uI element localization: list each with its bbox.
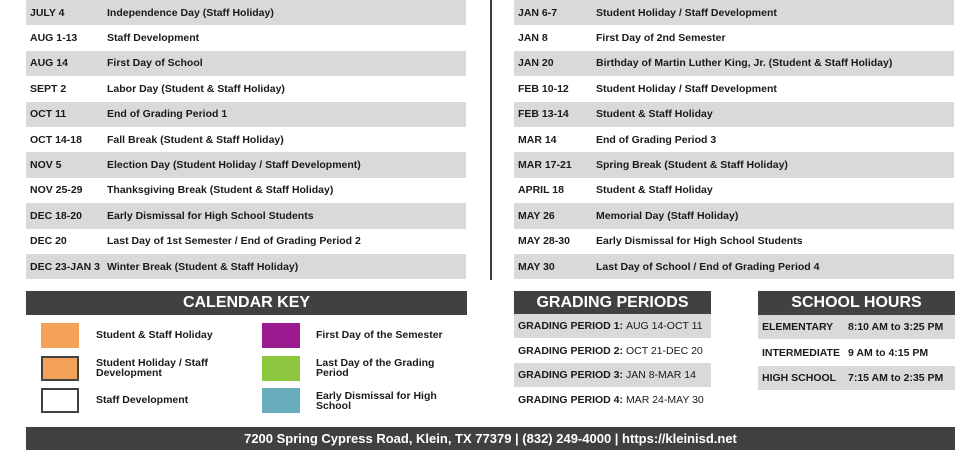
grading-periods-title: GRADING PERIODS — [514, 291, 711, 315]
key-swatch-staff-development — [41, 388, 79, 413]
event-row — [26, 254, 466, 279]
event-row — [26, 203, 466, 228]
event-desc: Spring Break (Student & Staff Holiday) — [596, 159, 788, 172]
grading-period-row: GRADING PERIOD 3: JAN 8-MAR 14 — [514, 363, 711, 387]
key-label: Staff Development — [96, 394, 189, 406]
event-row — [26, 229, 466, 254]
event-date: MAR 17-21 — [518, 159, 572, 172]
calendar-key-title: CALENDAR KEY — [26, 291, 467, 315]
right-events-list — [514, 0, 954, 279]
event-desc: End of Grading Period 1 — [107, 108, 228, 121]
event-date: NOV 5 — [30, 159, 62, 172]
event-date: APRIL 18 — [518, 184, 564, 197]
event-date: SEPT 2 — [30, 82, 67, 95]
grading-period-row: GRADING PERIOD 1: AUG 14-OCT 11 — [514, 314, 711, 338]
event-desc: Winter Break (Student & Staff Holiday) — [107, 260, 299, 273]
key-label: First Day of the Semester — [316, 329, 443, 341]
event-row — [26, 127, 466, 152]
event-desc: Last Day of School / End of Grading Period 4 — [596, 260, 820, 273]
event-row — [26, 152, 466, 177]
footer-contact-bar: 7200 Spring Cypress Road, Klein, TX 77379 | (832) 249-4000 | https://kleinisd.net — [26, 427, 955, 450]
event-desc: Thanksgiving Break (Student & Staff Holiday) — [107, 184, 334, 197]
event-desc: Student Holiday / Staff Development — [596, 6, 777, 19]
school-time: 7:15 AM to 2:35 PM — [848, 372, 944, 384]
event-row — [514, 152, 954, 177]
event-row — [514, 127, 954, 152]
event-desc: End of Grading Period 3 — [596, 133, 717, 146]
grading-period-row: GRADING PERIOD 4: MAR 24-MAY 30 — [518, 394, 704, 406]
school-hours-row — [758, 315, 955, 339]
school-time: 8:10 AM to 3:25 PM — [848, 321, 944, 333]
event-date: OCT 11 — [30, 108, 67, 121]
key-swatch-student-staff-holiday — [41, 323, 79, 348]
event-desc: First Day of 2nd Semester — [596, 32, 726, 45]
event-row — [26, 76, 466, 101]
event-desc: Early Dismissal for High School Students — [107, 209, 314, 222]
event-date: FEB 13-14 — [518, 108, 569, 121]
event-row — [514, 0, 954, 25]
event-desc: Early Dismissal for High School Students — [596, 235, 803, 248]
event-row — [26, 102, 466, 127]
event-row — [26, 178, 466, 203]
key-label: Student Holiday / Staff Development — [96, 357, 209, 379]
event-row — [514, 102, 954, 127]
event-date: DEC 20 — [30, 235, 67, 248]
event-row — [514, 203, 954, 228]
event-row — [514, 25, 954, 50]
event-date: JULY 4 — [30, 6, 65, 19]
event-row — [514, 51, 954, 76]
event-date: FEB 10-12 — [518, 82, 569, 95]
key-swatch-early-dismissal — [262, 388, 300, 413]
left-events-list — [26, 0, 466, 279]
key-swatch-last-day-grading — [262, 356, 300, 381]
school-time: 9 AM to 4:15 PM — [848, 347, 929, 359]
event-desc: First Day of School — [107, 57, 203, 70]
event-date: OCT 14-18 — [30, 133, 82, 146]
event-desc: Fall Break (Student & Staff Holiday) — [107, 133, 284, 146]
event-date: AUG 14 — [30, 57, 68, 70]
event-date: MAY 26 — [518, 209, 555, 222]
key-label: Student & Staff Holiday — [96, 329, 213, 341]
event-row — [514, 229, 954, 254]
school-hours-title: SCHOOL HOURS — [758, 291, 955, 315]
event-date: JAN 6-7 — [518, 6, 558, 19]
school-level: ELEMENTARY — [762, 321, 834, 333]
column-divider — [490, 0, 492, 280]
event-desc: Student & Staff Holiday — [596, 184, 713, 197]
event-desc: Student Holiday / Staff Development — [596, 82, 777, 95]
event-row — [514, 254, 954, 279]
key-label: Last Day of the Grading Period — [316, 357, 435, 379]
event-row — [514, 76, 954, 101]
event-desc: Election Day (Student Holiday / Staff Development) — [107, 159, 361, 172]
event-desc: Independence Day (Staff Holiday) — [107, 6, 274, 19]
event-desc: Memorial Day (Staff Holiday) — [596, 209, 739, 222]
event-date: MAR 14 — [518, 133, 557, 146]
event-desc: Birthday of Martin Luther King, Jr. (Student & Staff Holiday) — [596, 57, 893, 70]
school-hours-row — [758, 366, 955, 390]
event-desc: Staff Development — [107, 32, 200, 45]
event-date: AUG 1-13 — [30, 32, 78, 45]
event-desc: Last Day of 1st Semester / End of Grading Period 2 — [107, 235, 361, 248]
event-date: MAY 28-30 — [518, 235, 570, 248]
grading-period-row: GRADING PERIOD 2: OCT 21-DEC 20 — [518, 345, 703, 357]
key-swatch-student-holiday-staff-dev — [41, 356, 79, 381]
key-swatch-first-day-semester — [262, 323, 300, 348]
event-row — [514, 178, 954, 203]
key-label: Early Dismissal for High School — [316, 390, 437, 412]
event-row — [26, 25, 466, 50]
event-desc: Student & Staff Holiday — [596, 108, 713, 121]
school-level: INTERMEDIATE — [762, 347, 840, 359]
school-level: HIGH SCHOOL — [762, 372, 837, 384]
event-date: JAN 20 — [518, 57, 554, 70]
event-date: MAY 30 — [518, 260, 555, 273]
event-desc: Labor Day (Student & Staff Holiday) — [107, 82, 285, 95]
school-hours-row — [758, 341, 955, 365]
event-date: DEC 23-JAN 3 — [30, 260, 101, 273]
event-row — [26, 0, 466, 25]
event-row — [26, 51, 466, 76]
event-date: JAN 8 — [518, 32, 548, 45]
event-date: DEC 18-20 — [30, 209, 82, 222]
event-date: NOV 25-29 — [30, 184, 83, 197]
